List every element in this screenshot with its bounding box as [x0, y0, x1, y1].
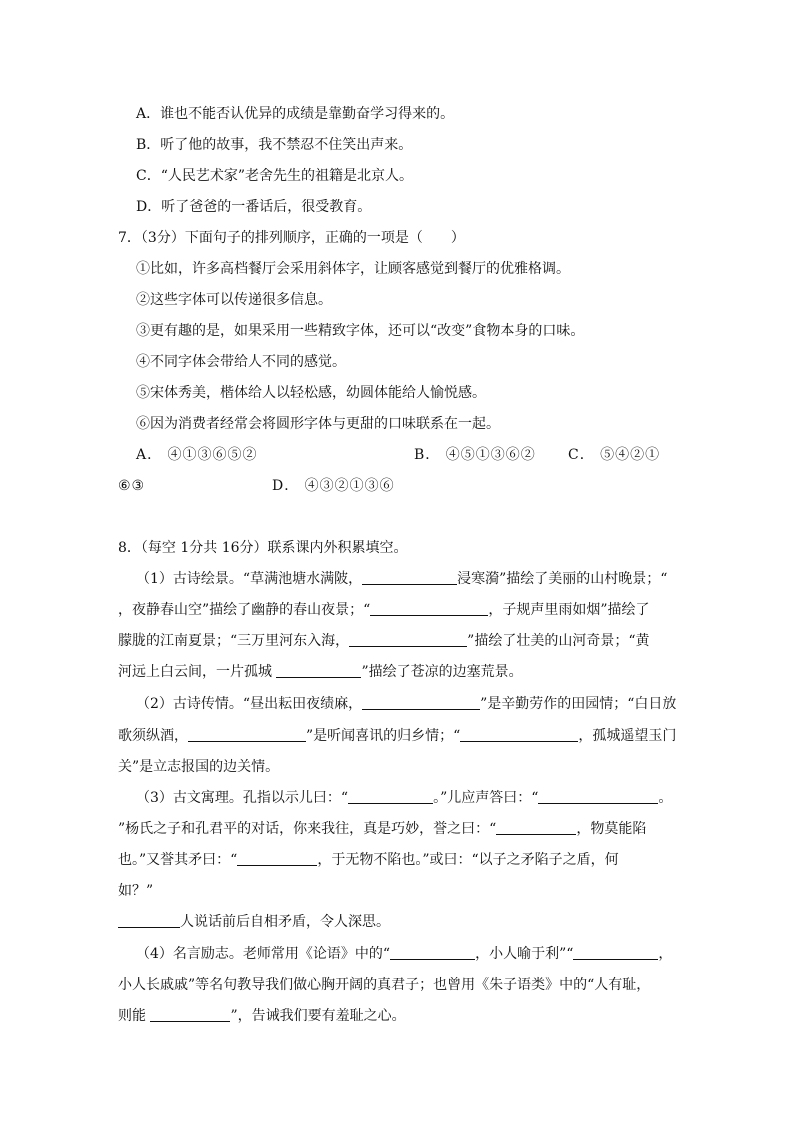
q6-option-c: C．“人民艺术家”老舍先生的祖籍是北京人。 — [136, 168, 414, 184]
q8-part2-line2: 歌须纵酒， ”是听闻喜讯的归乡情；“ ，孤城遥望玉门 — [118, 728, 677, 744]
answer-blank[interactable] — [118, 912, 180, 928]
q7-sentence-6: ⑥因为消费者经常会将圆形字体与更甜的口味联系在一起。 — [136, 416, 500, 432]
q7-option-d[interactable]: D． ④③②①③⑥ — [272, 478, 395, 494]
q7-sentence-3: ③更有趣的是，如果采用一些精致字体，还可以“改变”食物本身的口味。 — [136, 323, 585, 339]
answer-blank[interactable] — [573, 944, 658, 960]
answer-blank[interactable] — [150, 1006, 230, 1022]
q8-part3-line4: 如？” — [118, 883, 154, 899]
answer-blank[interactable] — [370, 600, 488, 616]
answer-blank[interactable] — [188, 726, 306, 742]
q8-stem: 8．（每空 1分共 16分）联系课内外积累填空。 — [118, 540, 408, 556]
q8-part3-line3: 也。”又誉其矛曰：“ ，于无物不陷也。”或曰：“以子之矛陷子之盾，何 — [118, 852, 619, 868]
q8-part1-line2: ，夜静春山空”描绘了幽静的春山夜景；“ ，子规声里雨如烟”描绘了 — [118, 602, 650, 618]
q8-part4-line3: 则能 ”，告诫我们要有羞耻之心。 — [118, 1008, 406, 1024]
q6-option-b: B．听了他的故事，我不禁忍不住笑出声来。 — [136, 137, 413, 153]
answer-blank[interactable] — [538, 788, 658, 804]
answer-blank[interactable] — [362, 694, 480, 710]
q8-part3-line1: （3）古文寓理。孔指以示儿曰：“ 。”儿应声答曰：“ 。 — [136, 790, 673, 806]
q8-part1-line4: 河远上白云间，一片孤城 ”描绘了苍凉的边塞荒景。 — [118, 664, 523, 680]
q8-part1-line1: （1）古诗绘景。“草满池塘水满陂， 浸寒漪”描绘了美丽的山村晚景；“ — [136, 571, 668, 587]
q8-part2-line1: （2）古诗传情。“昼出耘田夜绩麻， ”是辛勤劳作的田园情；“白日放 — [136, 696, 677, 712]
answer-blank[interactable] — [237, 850, 317, 866]
answer-blank[interactable] — [349, 631, 467, 647]
q7-stem: 7．（3分）下面句子的排列顺序，正确的一项是（ ） — [118, 230, 465, 246]
q7-option-a[interactable]: A． ④①③⑥⑤② — [136, 447, 258, 463]
q8-part1-line3: 朦胧的江南夏景；“三万里河东入海， ”描绘了壮美的山河奇景；“黄 — [118, 633, 650, 649]
answer-blank[interactable] — [362, 569, 457, 585]
q8-part2-line3: 关”是立志报国的边关情。 — [118, 759, 280, 775]
answer-blank[interactable] — [348, 788, 433, 804]
q7-option-b[interactable]: B． ④⑤①③⑥② — [414, 447, 536, 463]
answer-blank[interactable] — [390, 944, 475, 960]
q8-part4-line2: 小人长戚戚”等名句教导我们做心胸开阔的真君子；也曾用《朱子语类》中的“人有耻， — [118, 977, 651, 993]
q7-sentence-1: ①比如，许多高档餐厅会采用斜体字，让顾客感觉到餐厅的优雅格调。 — [136, 261, 570, 277]
q7-sentence-5: ⑤宋体秀美，楷体给人以轻松感，幼圆体能给人愉悦感。 — [136, 385, 486, 401]
answer-blank[interactable] — [496, 819, 576, 835]
q8-part4-line1: （4）名言励志。老师常用《论语》中的“ ，小人喻于利”“ ， — [136, 946, 673, 962]
answer-blank[interactable] — [276, 662, 361, 678]
q7-sentence-2: ②这些字体可以传递很多信息。 — [136, 292, 332, 308]
q6-option-a: A．谁也不能否认优异的成绩是靠勤奋学习得来的。 — [136, 106, 455, 122]
q7-option-c[interactable]: C． ⑤④②① — [568, 447, 661, 463]
answer-blank[interactable] — [460, 726, 578, 742]
q7-sentence-4: ④不同字体会带给人不同的感觉。 — [136, 354, 346, 370]
q8-part3-line2: ”杨氏之子和孔君平的对话，你来我往，真是巧妙，誉之曰：“ ，物莫能陷 — [118, 821, 647, 837]
q6-option-d: D．听了爸爸的一番话后，很受教育。 — [136, 199, 372, 215]
q7-option-c-cont: ⑥③ — [118, 478, 146, 494]
q8-part3-line5: 人说话前后自相矛盾，令人深思。 — [118, 912, 390, 932]
